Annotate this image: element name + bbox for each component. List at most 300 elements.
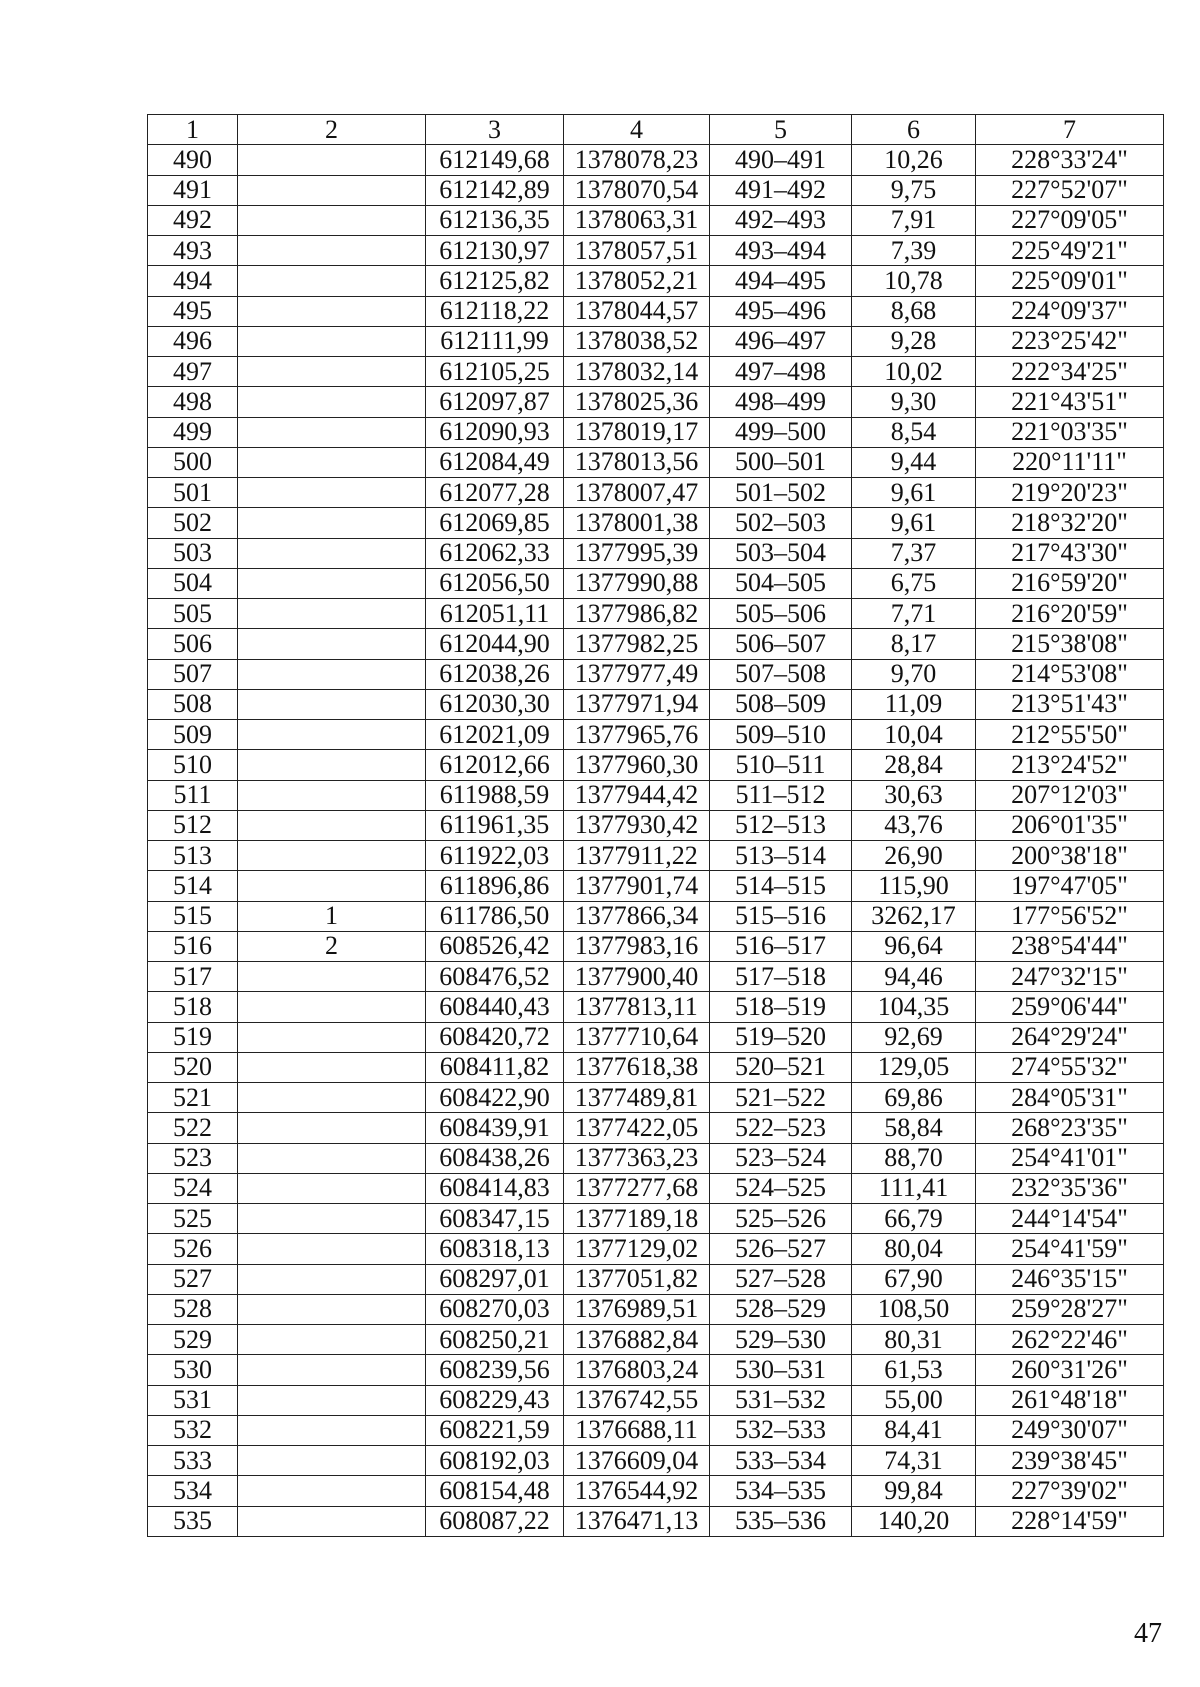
x-coordinate-cell: 612069,85 [426, 508, 564, 538]
y-coordinate-cell: 1377960,30 [564, 750, 710, 780]
length-cell: 6,75 [852, 568, 976, 598]
table-row [148, 992, 1164, 1022]
x-coordinate-cell: 612142,89 [426, 175, 564, 205]
length-cell: 88,70 [852, 1143, 976, 1173]
col2-cell [238, 1234, 426, 1264]
column-header-5: 5 [710, 115, 852, 145]
x-coordinate-cell: 612111,99 [426, 326, 564, 356]
column-header-4: 4 [564, 115, 710, 145]
length-cell: 10,04 [852, 720, 976, 750]
y-coordinate-cell: 1378019,17 [564, 417, 710, 447]
col2-cell [238, 1083, 426, 1113]
length-cell: 94,46 [852, 962, 976, 992]
bearing-cell: 232°35'36" [976, 1173, 1164, 1203]
bearing-cell: 228°33'24" [976, 145, 1164, 175]
length-cell: 26,90 [852, 841, 976, 871]
bearing-cell: 260°31'26" [976, 1355, 1164, 1385]
col2-cell [238, 1294, 426, 1324]
segment-cell: 504–505 [710, 568, 852, 598]
col2-cell: 2 [238, 931, 426, 961]
table-row [148, 780, 1164, 810]
table-row [148, 720, 1164, 750]
table-row [148, 266, 1164, 296]
col2-cell [238, 205, 426, 235]
point-number-cell: 518 [148, 992, 238, 1022]
table-row [148, 296, 1164, 326]
x-coordinate-cell: 608087,22 [426, 1506, 564, 1536]
col2-cell [238, 538, 426, 568]
segment-cell: 532–533 [710, 1415, 852, 1445]
table-row [148, 236, 1164, 266]
y-coordinate-cell: 1377813,11 [564, 992, 710, 1022]
table-row [148, 629, 1164, 659]
table-row [148, 810, 1164, 840]
point-number-cell: 504 [148, 568, 238, 598]
length-cell: 9,44 [852, 447, 976, 477]
bearing-cell: 212°55'50" [976, 720, 1164, 750]
col2-cell [238, 1506, 426, 1536]
x-coordinate-cell: 611988,59 [426, 780, 564, 810]
y-coordinate-cell: 1377422,05 [564, 1113, 710, 1143]
table-body [148, 145, 1164, 1537]
table-row [148, 871, 1164, 901]
table-row [148, 1325, 1164, 1355]
segment-cell: 498–499 [710, 387, 852, 417]
length-cell: 92,69 [852, 1022, 976, 1052]
bearing-cell: 268°23'35" [976, 1113, 1164, 1143]
column-header-7: 7 [976, 115, 1164, 145]
bearing-cell: 227°39'02" [976, 1476, 1164, 1506]
bearing-cell: 264°29'24" [976, 1022, 1164, 1052]
col2-cell [238, 1052, 426, 1082]
y-coordinate-cell: 1376609,04 [564, 1446, 710, 1476]
segment-cell: 502–503 [710, 508, 852, 538]
segment-cell: 509–510 [710, 720, 852, 750]
y-coordinate-cell: 1376803,24 [564, 1355, 710, 1385]
segment-cell: 493–494 [710, 236, 852, 266]
x-coordinate-cell: 608221,59 [426, 1415, 564, 1445]
length-cell: 9,30 [852, 387, 976, 417]
point-number-cell: 502 [148, 508, 238, 538]
bearing-cell: 239°38'45" [976, 1446, 1164, 1476]
segment-cell: 534–535 [710, 1476, 852, 1506]
point-number-cell: 527 [148, 1264, 238, 1294]
bearing-cell: 213°51'43" [976, 689, 1164, 719]
segment-cell: 490–491 [710, 145, 852, 175]
point-number-cell: 509 [148, 720, 238, 750]
x-coordinate-cell: 608229,43 [426, 1385, 564, 1415]
y-coordinate-cell: 1377129,02 [564, 1234, 710, 1264]
segment-cell: 518–519 [710, 992, 852, 1022]
x-coordinate-cell: 611896,86 [426, 871, 564, 901]
length-cell: 10,02 [852, 357, 976, 387]
bearing-cell: 284°05'31" [976, 1083, 1164, 1113]
x-coordinate-cell: 608414,83 [426, 1173, 564, 1203]
col2-cell [238, 1446, 426, 1476]
table-row [148, 387, 1164, 417]
bearing-cell: 221°43'51" [976, 387, 1164, 417]
y-coordinate-cell: 1377866,34 [564, 901, 710, 931]
y-coordinate-cell: 1378052,21 [564, 266, 710, 296]
bearing-cell: 218°32'20" [976, 508, 1164, 538]
y-coordinate-cell: 1378032,14 [564, 357, 710, 387]
length-cell: 140,20 [852, 1506, 976, 1536]
length-cell: 84,41 [852, 1415, 976, 1445]
y-coordinate-cell: 1376688,11 [564, 1415, 710, 1445]
col2-cell [238, 417, 426, 447]
point-number-cell: 533 [148, 1446, 238, 1476]
y-coordinate-cell: 1378057,51 [564, 236, 710, 266]
segment-cell: 527–528 [710, 1264, 852, 1294]
length-cell: 104,35 [852, 992, 976, 1022]
col2-cell [238, 1143, 426, 1173]
x-coordinate-cell: 608192,03 [426, 1446, 564, 1476]
table-row [148, 175, 1164, 205]
bearing-cell: 225°49'21" [976, 236, 1164, 266]
bearing-cell: 225°09'01" [976, 266, 1164, 296]
table-row [148, 931, 1164, 961]
table-row [148, 326, 1164, 356]
col2-cell [238, 1204, 426, 1234]
y-coordinate-cell: 1378013,56 [564, 447, 710, 477]
col2-cell [238, 992, 426, 1022]
column-header-2: 2 [238, 115, 426, 145]
x-coordinate-cell: 612051,11 [426, 599, 564, 629]
table-row [148, 750, 1164, 780]
bearing-cell: 177°56'52" [976, 901, 1164, 931]
segment-cell: 496–497 [710, 326, 852, 356]
point-number-cell: 501 [148, 478, 238, 508]
length-cell: 66,79 [852, 1204, 976, 1234]
x-coordinate-cell: 608297,01 [426, 1264, 564, 1294]
segment-cell: 533–534 [710, 1446, 852, 1476]
x-coordinate-cell: 612136,35 [426, 205, 564, 235]
length-cell: 74,31 [852, 1446, 976, 1476]
table-row [148, 1173, 1164, 1203]
bearing-cell: 217°43'30" [976, 538, 1164, 568]
segment-cell: 505–506 [710, 599, 852, 629]
col2-cell [238, 1476, 426, 1506]
point-number-cell: 534 [148, 1476, 238, 1506]
segment-cell: 528–529 [710, 1294, 852, 1324]
col2-cell [238, 659, 426, 689]
segment-cell: 508–509 [710, 689, 852, 719]
bearing-cell: 244°14'54" [976, 1204, 1164, 1234]
col2-cell [238, 1415, 426, 1445]
segment-cell: 531–532 [710, 1385, 852, 1415]
segment-cell: 519–520 [710, 1022, 852, 1052]
length-cell: 67,90 [852, 1264, 976, 1294]
bearing-cell: 224°09'37" [976, 296, 1164, 326]
point-number-cell: 496 [148, 326, 238, 356]
y-coordinate-cell: 1377965,76 [564, 720, 710, 750]
y-coordinate-cell: 1376882,84 [564, 1325, 710, 1355]
bearing-cell: 216°20'59" [976, 599, 1164, 629]
y-coordinate-cell: 1376742,55 [564, 1385, 710, 1415]
col2-cell [238, 871, 426, 901]
col2-cell [238, 357, 426, 387]
col2-cell [238, 1385, 426, 1415]
col2-cell [238, 1264, 426, 1294]
col2-cell [238, 236, 426, 266]
col2-cell [238, 296, 426, 326]
x-coordinate-cell: 612038,26 [426, 659, 564, 689]
segment-cell: 515–516 [710, 901, 852, 931]
segment-cell: 501–502 [710, 478, 852, 508]
table-row [148, 538, 1164, 568]
table-row [148, 568, 1164, 598]
table-row [148, 1022, 1164, 1052]
bearing-cell: 249°30'07" [976, 1415, 1164, 1445]
x-coordinate-cell: 608438,26 [426, 1143, 564, 1173]
segment-cell: 526–527 [710, 1234, 852, 1264]
segment-cell: 516–517 [710, 931, 852, 961]
col2-cell [238, 689, 426, 719]
length-cell: 3262,17 [852, 901, 976, 931]
col2-cell [238, 750, 426, 780]
x-coordinate-cell: 612044,90 [426, 629, 564, 659]
x-coordinate-cell: 611961,35 [426, 810, 564, 840]
page-number: 47 [1134, 1618, 1162, 1649]
segment-cell: 500–501 [710, 447, 852, 477]
x-coordinate-cell: 612030,30 [426, 689, 564, 719]
x-coordinate-cell: 612097,87 [426, 387, 564, 417]
length-cell: 9,75 [852, 175, 976, 205]
point-number-cell: 511 [148, 780, 238, 810]
col2-cell [238, 780, 426, 810]
bearing-cell: 216°59'20" [976, 568, 1164, 598]
col2-cell [238, 599, 426, 629]
y-coordinate-cell: 1377983,16 [564, 931, 710, 961]
table-row [148, 145, 1164, 175]
bearing-cell: 206°01'35" [976, 810, 1164, 840]
y-coordinate-cell: 1377277,68 [564, 1173, 710, 1203]
point-number-cell: 531 [148, 1385, 238, 1415]
length-cell: 69,86 [852, 1083, 976, 1113]
segment-cell: 529–530 [710, 1325, 852, 1355]
point-number-cell: 493 [148, 236, 238, 266]
y-coordinate-cell: 1378063,31 [564, 205, 710, 235]
segment-cell: 535–536 [710, 1506, 852, 1536]
col2-cell [238, 478, 426, 508]
bearing-cell: 259°28'27" [976, 1294, 1164, 1324]
table-row [148, 841, 1164, 871]
point-number-cell: 497 [148, 357, 238, 387]
point-number-cell: 515 [148, 901, 238, 931]
length-cell: 58,84 [852, 1113, 976, 1143]
point-number-cell: 517 [148, 962, 238, 992]
length-cell: 9,61 [852, 508, 976, 538]
segment-cell: 520–521 [710, 1052, 852, 1082]
point-number-cell: 519 [148, 1022, 238, 1052]
point-number-cell: 528 [148, 1294, 238, 1324]
col2-cell [238, 841, 426, 871]
table-row [148, 1083, 1164, 1113]
y-coordinate-cell: 1377977,49 [564, 659, 710, 689]
col2-cell [238, 629, 426, 659]
y-coordinate-cell: 1377971,94 [564, 689, 710, 719]
length-cell: 7,91 [852, 205, 976, 235]
col2-cell [238, 568, 426, 598]
length-cell: 8,54 [852, 417, 976, 447]
segment-cell: 513–514 [710, 841, 852, 871]
y-coordinate-cell: 1377986,82 [564, 599, 710, 629]
point-number-cell: 535 [148, 1506, 238, 1536]
column-header-1: 1 [148, 115, 238, 145]
point-number-cell: 523 [148, 1143, 238, 1173]
bearing-cell: 246°35'15" [976, 1264, 1164, 1294]
bearing-cell: 261°48'18" [976, 1385, 1164, 1415]
y-coordinate-cell: 1378007,47 [564, 478, 710, 508]
col2-cell [238, 1325, 426, 1355]
bearing-cell: 262°22'46" [976, 1325, 1164, 1355]
length-cell: 80,31 [852, 1325, 976, 1355]
segment-cell: 492–493 [710, 205, 852, 235]
point-number-cell: 506 [148, 629, 238, 659]
x-coordinate-cell: 608318,13 [426, 1234, 564, 1264]
point-number-cell: 505 [148, 599, 238, 629]
length-cell: 11,09 [852, 689, 976, 719]
length-cell: 28,84 [852, 750, 976, 780]
y-coordinate-cell: 1378038,52 [564, 326, 710, 356]
bearing-cell: 274°55'32" [976, 1052, 1164, 1082]
x-coordinate-cell: 612056,50 [426, 568, 564, 598]
point-number-cell: 525 [148, 1204, 238, 1234]
table-row [148, 1264, 1164, 1294]
y-coordinate-cell: 1378001,38 [564, 508, 710, 538]
col2-cell [238, 1022, 426, 1052]
col2-cell [238, 508, 426, 538]
length-cell: 96,64 [852, 931, 976, 961]
x-coordinate-cell: 608411,82 [426, 1052, 564, 1082]
table-row [148, 901, 1164, 931]
y-coordinate-cell: 1377618,38 [564, 1052, 710, 1082]
bearing-cell: 254°41'59" [976, 1234, 1164, 1264]
y-coordinate-cell: 1377911,22 [564, 841, 710, 871]
bearing-cell: 197°47'05" [976, 871, 1164, 901]
y-coordinate-cell: 1377051,82 [564, 1264, 710, 1294]
point-number-cell: 526 [148, 1234, 238, 1264]
length-cell: 9,70 [852, 659, 976, 689]
x-coordinate-cell: 612105,25 [426, 357, 564, 387]
table-row [148, 1294, 1164, 1324]
table-row [148, 1113, 1164, 1143]
table-row [148, 1355, 1164, 1385]
length-cell: 7,71 [852, 599, 976, 629]
col2-cell: 1 [238, 901, 426, 931]
bearing-cell: 247°32'15" [976, 962, 1164, 992]
point-number-cell: 524 [148, 1173, 238, 1203]
point-number-cell: 513 [148, 841, 238, 871]
x-coordinate-cell: 612077,28 [426, 478, 564, 508]
length-cell: 8,17 [852, 629, 976, 659]
segment-cell: 530–531 [710, 1355, 852, 1385]
x-coordinate-cell: 612149,68 [426, 145, 564, 175]
x-coordinate-cell: 612118,22 [426, 296, 564, 326]
segment-cell: 523–524 [710, 1143, 852, 1173]
length-cell: 7,39 [852, 236, 976, 266]
segment-cell: 497–498 [710, 357, 852, 387]
point-number-cell: 503 [148, 538, 238, 568]
table-row [148, 659, 1164, 689]
y-coordinate-cell: 1377189,18 [564, 1204, 710, 1234]
bearing-cell: 213°24'52" [976, 750, 1164, 780]
bearing-cell: 219°20'23" [976, 478, 1164, 508]
y-coordinate-cell: 1377990,88 [564, 568, 710, 598]
segment-cell: 525–526 [710, 1204, 852, 1234]
segment-cell: 521–522 [710, 1083, 852, 1113]
length-cell: 99,84 [852, 1476, 976, 1506]
table-row [148, 1234, 1164, 1264]
x-coordinate-cell: 612130,97 [426, 236, 564, 266]
col2-cell [238, 1113, 426, 1143]
table-row [148, 357, 1164, 387]
x-coordinate-cell: 608154,48 [426, 1476, 564, 1506]
x-coordinate-cell: 612062,33 [426, 538, 564, 568]
col2-cell [238, 1355, 426, 1385]
segment-cell: 511–512 [710, 780, 852, 810]
bearing-cell: 222°34'25" [976, 357, 1164, 387]
length-cell: 8,68 [852, 296, 976, 326]
bearing-cell: 227°52'07" [976, 175, 1164, 205]
table-row [148, 478, 1164, 508]
y-coordinate-cell: 1377489,81 [564, 1083, 710, 1113]
col2-cell [238, 326, 426, 356]
bearing-cell: 220°11'11" [976, 447, 1164, 477]
point-number-cell: 507 [148, 659, 238, 689]
segment-cell: 517–518 [710, 962, 852, 992]
x-coordinate-cell: 608347,15 [426, 1204, 564, 1234]
point-number-cell: 532 [148, 1415, 238, 1445]
y-coordinate-cell: 1378078,23 [564, 145, 710, 175]
x-coordinate-cell: 608239,56 [426, 1355, 564, 1385]
bearing-cell: 223°25'42" [976, 326, 1164, 356]
length-cell: 111,41 [852, 1173, 976, 1203]
point-number-cell: 495 [148, 296, 238, 326]
table-row [148, 599, 1164, 629]
segment-cell: 510–511 [710, 750, 852, 780]
x-coordinate-cell: 608526,42 [426, 931, 564, 961]
y-coordinate-cell: 1378070,54 [564, 175, 710, 205]
x-coordinate-cell: 611922,03 [426, 841, 564, 871]
table-row [148, 417, 1164, 447]
y-coordinate-cell: 1377710,64 [564, 1022, 710, 1052]
segment-cell: 522–523 [710, 1113, 852, 1143]
segment-cell: 491–492 [710, 175, 852, 205]
segment-cell: 514–515 [710, 871, 852, 901]
length-cell: 30,63 [852, 780, 976, 810]
point-number-cell: 490 [148, 145, 238, 175]
col2-cell [238, 962, 426, 992]
x-coordinate-cell: 612021,09 [426, 720, 564, 750]
point-number-cell: 521 [148, 1083, 238, 1113]
y-coordinate-cell: 1376544,92 [564, 1476, 710, 1506]
x-coordinate-cell: 608250,21 [426, 1325, 564, 1355]
point-number-cell: 522 [148, 1113, 238, 1143]
length-cell: 10,78 [852, 266, 976, 296]
y-coordinate-cell: 1376989,51 [564, 1294, 710, 1324]
header-row [148, 115, 1164, 145]
bearing-cell: 215°38'08" [976, 629, 1164, 659]
table-row [148, 205, 1164, 235]
table-row [148, 1415, 1164, 1445]
x-coordinate-cell: 611786,50 [426, 901, 564, 931]
table-row [148, 1446, 1164, 1476]
y-coordinate-cell: 1377944,42 [564, 780, 710, 810]
x-coordinate-cell: 608422,90 [426, 1083, 564, 1113]
x-coordinate-cell: 608420,72 [426, 1022, 564, 1052]
point-number-cell: 492 [148, 205, 238, 235]
